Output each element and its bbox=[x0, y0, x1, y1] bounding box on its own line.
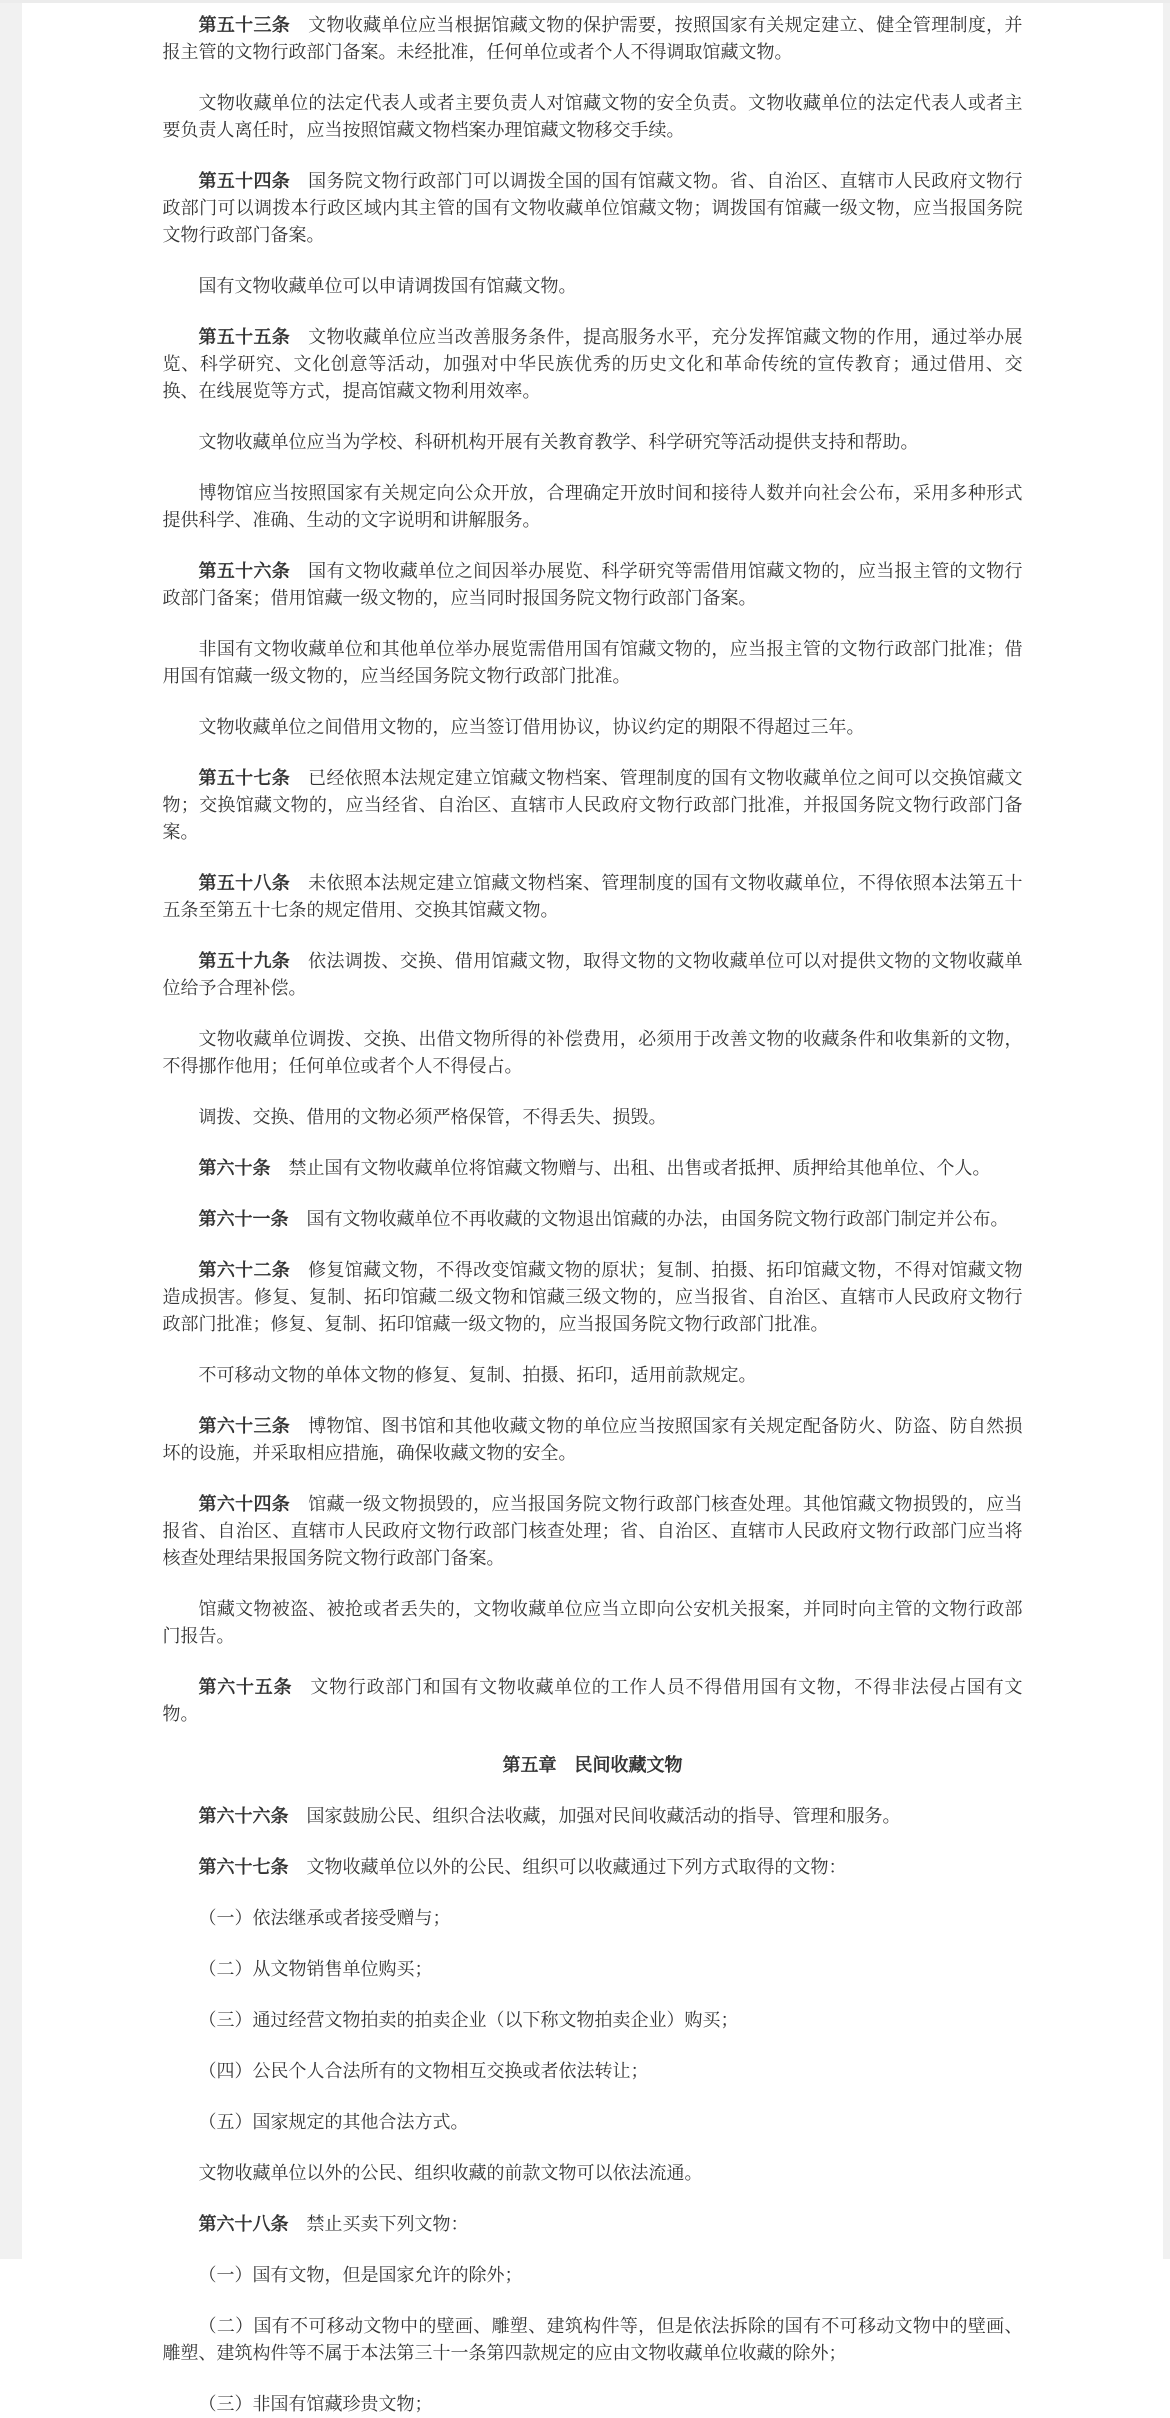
paragraph-text: 国有文物收藏单位之间因举办展览、科学研究等需借用馆藏文物的，应当报主管的文物行政部门备案；借用馆藏一级文物的，应当同时报国务院文物行政部门备案。 bbox=[162, 561, 1023, 608]
paragraph-text: 馆藏文物被盗、被抢或者丢失的，文物收藏单位应当立即向公安机关报案，并同时向主管的文物行政部门报告。 bbox=[162, 1599, 1023, 1646]
paragraph bbox=[163, 714, 1023, 741]
paragraph-text: 禁止国有文物收藏单位将馆藏文物赠与、出租、出售或者抵押、质押给其他单位、个人。 bbox=[288, 1158, 991, 1178]
paragraph-text: （二）从文物销售单位购买； bbox=[198, 1959, 433, 1979]
paragraph bbox=[163, 2007, 1023, 2034]
article-number: 第六十六条 bbox=[198, 1806, 289, 1826]
paragraph bbox=[163, 2391, 1023, 2418]
paragraph-text: （一）国有文物，但是国家允许的除外； bbox=[198, 2265, 523, 2285]
paragraph-text: 文物收藏单位以外的公民、组织可以收藏通过下列方式取得的文物： bbox=[306, 1857, 847, 1877]
article-number: 第六十二条 bbox=[198, 1260, 291, 1280]
paragraph bbox=[163, 1905, 1023, 1932]
document-page bbox=[22, 0, 1163, 2414]
paragraph-text: 依法调拨、交换、借用馆藏文物，取得文物的文物收藏单位可以对提供文物的文物收藏单位给予合理补偿。 bbox=[162, 951, 1023, 998]
paragraph-text: 文物收藏单位以外的公民、组织收藏的前款文物可以依法流通。 bbox=[198, 2163, 703, 2183]
paragraph-text: 博物馆、图书馆和其他收藏文物的单位应当按照国家有关规定配备防火、防盗、防自然损坏的设施，并采取相应措施，确保收藏文物的安全。 bbox=[162, 1416, 1023, 1463]
paragraph bbox=[163, 1491, 1023, 1572]
paragraph-text: （一）依法继承或者接受赠与； bbox=[198, 1908, 451, 1928]
article-number: 第五十九条 bbox=[198, 951, 291, 971]
paragraph-text: （四）公民个人合法所有的文物相互交换或者依法转让； bbox=[198, 2061, 649, 2081]
paragraph-text: 未依照本法规定建立馆藏文物档案、管理制度的国有文物收藏单位，不得依照本法第五十五条至第五十七条的规定借用、交换其馆藏文物。 bbox=[162, 873, 1023, 920]
article-number: 第五十五条 bbox=[198, 327, 291, 347]
paragraph-text: 国有文物收藏单位不再收藏的文物退出馆藏的办法，由国务院文物行政部门制定并公布。 bbox=[306, 1209, 1009, 1229]
paragraph bbox=[163, 636, 1023, 690]
right-gutter-scrollbar-track[interactable] bbox=[1163, 0, 1170, 2259]
paragraph-text: 禁止买卖下列文物： bbox=[306, 2214, 469, 2234]
paragraph-text: 国家鼓励公民、组织合法收藏，加强对民间收藏活动的指导、管理和服务。 bbox=[306, 1806, 901, 1826]
paragraph-text: 修复馆藏文物，不得改变馆藏文物的原状；复制、拍摄、拓印馆藏文物，不得对馆藏文物造成损害。修复、复制、拓印馆藏二级文物和馆藏三级文物的，应当报省、自治区、直辖市人民政府文物行政部门批准；修复、复制、拓印馆藏一级文物的，应当报国务院文物行政部门批准。 bbox=[162, 1260, 1023, 1334]
paragraph-text: 国有文物收藏单位可以申请调拨国有馆藏文物。 bbox=[198, 276, 577, 296]
article-number: 第六十四条 bbox=[198, 1494, 291, 1514]
document-body bbox=[163, 0, 1023, 2418]
paragraph bbox=[163, 2313, 1023, 2367]
article-number: 第六十七条 bbox=[198, 1857, 289, 1877]
article-number: 第六十八条 bbox=[198, 2214, 289, 2234]
article-number: 第五十八条 bbox=[198, 873, 291, 893]
chapter-heading bbox=[163, 1752, 1023, 1779]
article-number: 第六十条 bbox=[198, 1158, 271, 1178]
paragraph-text: 文物收藏单位调拨、交换、出借文物所得的补偿费用，必须用于改善文物的收藏条件和收集新的文物，不得挪作他用；任何单位或者个人不得侵占。 bbox=[162, 1029, 1023, 1076]
paragraph bbox=[163, 1956, 1023, 1983]
paragraph bbox=[163, 1104, 1023, 1131]
paragraph bbox=[163, 1854, 1023, 1881]
article-number: 第六十五条 bbox=[198, 1677, 293, 1697]
paragraph-text: （二）国有不可移动文物中的壁画、雕塑、建筑构件等，但是依法拆除的国有不可移动文物中的壁画、雕塑、建筑构件等不属于本法第三十一条第四款规定的应由文物收藏单位收藏的除外； bbox=[162, 2316, 1023, 2363]
paragraph bbox=[163, 870, 1023, 924]
paragraph bbox=[163, 2058, 1023, 2085]
paragraph-text: 已经依照本法规定建立馆藏文物档案、管理制度的国有文物收藏单位之间可以交换馆藏文物；交换馆藏文物的，应当经省、自治区、直辖市人民政府文物行政部门批准，并报国务院文物行政部门备案。 bbox=[162, 768, 1023, 842]
paragraph bbox=[163, 765, 1023, 846]
paragraph-text: 文物收藏单位应当改善服务条件，提高服务水平，充分发挥馆藏文物的作用，通过举办展览、科学研究、文化创意等活动，加强对中华民族优秀的历史文化和革命传统的宣传教育；通过借用、交换、在线展览等方式，提高馆藏文物利用效率。 bbox=[162, 327, 1023, 401]
article-number: 第五章 bbox=[502, 1755, 557, 1775]
paragraph-text: 文物行政部门和国有文物收藏单位的工作人员不得借用国有文物，不得非法侵占国有文物。 bbox=[162, 1677, 1023, 1724]
paragraph bbox=[163, 948, 1023, 1002]
paragraph-text: 博物馆应当按照国家有关规定向公众开放，合理确定开放时间和接待人数并向社会公布，采用多种形式提供科学、准确、生动的文字说明和讲解服务。 bbox=[162, 483, 1023, 530]
paragraph bbox=[163, 558, 1023, 612]
paragraph bbox=[163, 2211, 1023, 2238]
paragraph bbox=[163, 1413, 1023, 1467]
paragraph bbox=[163, 480, 1023, 534]
paragraph-text: （五）国家规定的其他合法方式。 bbox=[198, 2112, 469, 2132]
paragraph bbox=[163, 1674, 1023, 1728]
left-gutter bbox=[0, 0, 22, 2259]
paragraph bbox=[163, 273, 1023, 300]
paragraph bbox=[163, 2109, 1023, 2136]
paragraph bbox=[163, 1206, 1023, 1233]
paragraph bbox=[163, 1155, 1023, 1182]
paragraph-text: 文物收藏单位应当为学校、科研机构开展有关教育教学、科学研究等活动提供支持和帮助。 bbox=[198, 432, 919, 452]
paragraph bbox=[163, 1362, 1023, 1389]
paragraph-text: 文物收藏单位的法定代表人或者主要负责人对馆藏文物的安全负责。文物收藏单位的法定代表人或者主要负责人离任时，应当按照馆藏文物档案办理馆藏文物移交手续。 bbox=[162, 93, 1023, 140]
article-number: 第五十七条 bbox=[198, 768, 291, 788]
paragraph bbox=[163, 90, 1023, 144]
top-border bbox=[0, 0, 1170, 3]
article-number: 第五十三条 bbox=[198, 15, 291, 35]
paragraph bbox=[163, 12, 1023, 66]
paragraph-text: 民间收藏文物 bbox=[574, 1755, 683, 1775]
paragraph bbox=[163, 1026, 1023, 1080]
article-number: 第五十六条 bbox=[198, 561, 291, 581]
paragraph-text: 调拨、交换、借用的文物必须严格保管，不得丢失、损毁。 bbox=[198, 1107, 667, 1127]
paragraph bbox=[163, 1257, 1023, 1338]
paragraph bbox=[163, 1803, 1023, 1830]
paragraph-text: （三）通过经营文物拍卖的拍卖企业（以下称文物拍卖企业）购买； bbox=[198, 2010, 739, 2030]
paragraph-text: 文物收藏单位之间借用文物的，应当签订借用协议，协议约定的期限不得超过三年。 bbox=[198, 717, 865, 737]
paragraph bbox=[163, 2262, 1023, 2289]
paragraph bbox=[163, 429, 1023, 456]
article-number: 第五十四条 bbox=[198, 171, 291, 191]
paragraph-text: 文物收藏单位应当根据馆藏文物的保护需要，按照国家有关规定建立、健全管理制度，并报主管的文物行政部门备案。未经批准，任何单位或者个人不得调取馆藏文物。 bbox=[162, 15, 1023, 62]
article-number: 第六十一条 bbox=[198, 1209, 289, 1229]
paragraph-text: 非国有文物收藏单位和其他单位举办展览需借用国有馆藏文物的，应当报主管的文物行政部门批准；借用国有馆藏一级文物的，应当经国务院文物行政部门批准。 bbox=[162, 639, 1023, 686]
paragraph bbox=[163, 1596, 1023, 1650]
paragraph bbox=[163, 168, 1023, 249]
paragraph-text: （三）非国有馆藏珍贵文物； bbox=[198, 2394, 433, 2414]
paragraph-text: 国务院文物行政部门可以调拨全国的国有馆藏文物。省、自治区、直辖市人民政府文物行政部门可以调拨本行政区域内其主管的国有文物收藏单位馆藏文物；调拨国有馆藏一级文物，应当报国务院文物行政部门备案。 bbox=[162, 171, 1023, 245]
paragraph-text: 不可移动文物的单体文物的修复、复制、拍摄、拓印，适用前款规定。 bbox=[198, 1365, 757, 1385]
paragraph bbox=[163, 324, 1023, 405]
article-number: 第六十三条 bbox=[198, 1416, 291, 1436]
paragraph bbox=[163, 2160, 1023, 2187]
paragraph-text: 馆藏一级文物损毁的，应当报国务院文物行政部门核查处理。其他馆藏文物损毁的，应当报省、自治区、直辖市人民政府文物行政部门核查处理；省、自治区、直辖市人民政府文物行政部门应当将核查处理结果报国务院文物行政部门备案。 bbox=[162, 1494, 1023, 1568]
